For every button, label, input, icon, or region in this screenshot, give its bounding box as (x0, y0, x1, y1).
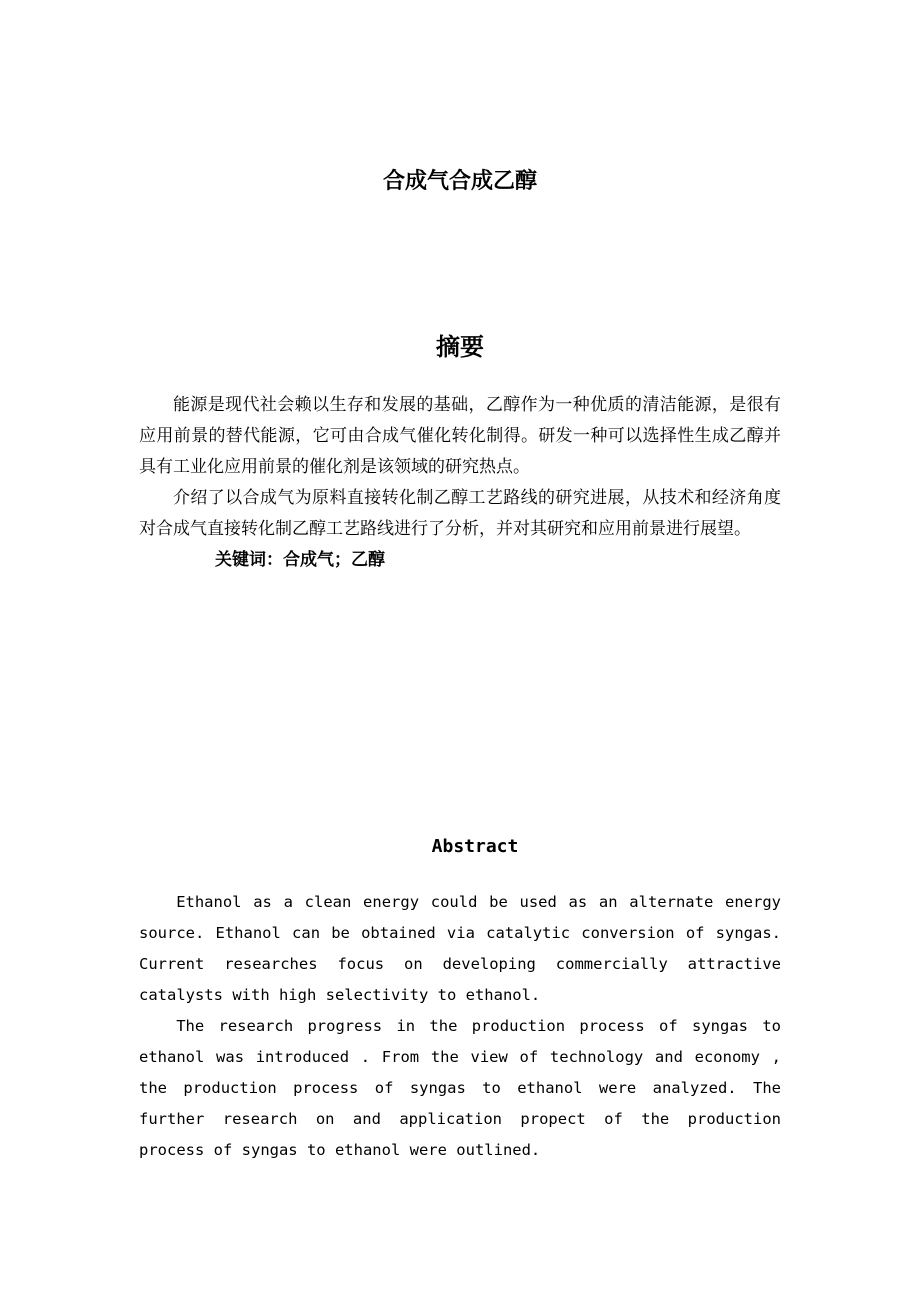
en-abstract-body (139, 887, 781, 1166)
en-abstract-paragraph: The research progress in the production process of syngas to ethanol was introduced . From the view of technology and economy , the production process of syngas to ethanol were analyzed. The further research on and application propect of the production process of syngas to ethanol were outlined. (139, 1017, 781, 1159)
document-title: 合成气合成乙醇 (382, 169, 537, 194)
cn-abstract-body (139, 390, 781, 576)
en-abstract-paragraph: Ethanol as a clean energy could be used as an alternate energy source. Ethanol can be obtained via catalytic conversion of syngas. Current researches focus on developing commercially attractive catalysts with high selectivity to ethanol. (139, 893, 781, 1004)
cn-keywords: 关键词：合成气；乙醇 (215, 550, 385, 570)
en-abstract-heading: Abstract (431, 836, 519, 857)
cn-abstract-paragraph: 能源是现代社会赖以生存和发展的基础，乙醇作为一种优质的清洁能源，是很有应用前景的替代能源，它可由合成气催化转化制得。研发一种可以选择性生成乙醇并具有工业化应用前景的催化剂是该领域的研究热点。 (139, 395, 781, 477)
cn-abstract-heading: 摘要 (436, 333, 484, 361)
cn-abstract-paragraph: 介绍了以合成气为原料直接转化制乙醇工艺路线的研究进展，从技术和经济角度对合成气直接转化制乙醇工艺路线进行了分析，并对其研究和应用前景进行展望。 (139, 488, 781, 539)
